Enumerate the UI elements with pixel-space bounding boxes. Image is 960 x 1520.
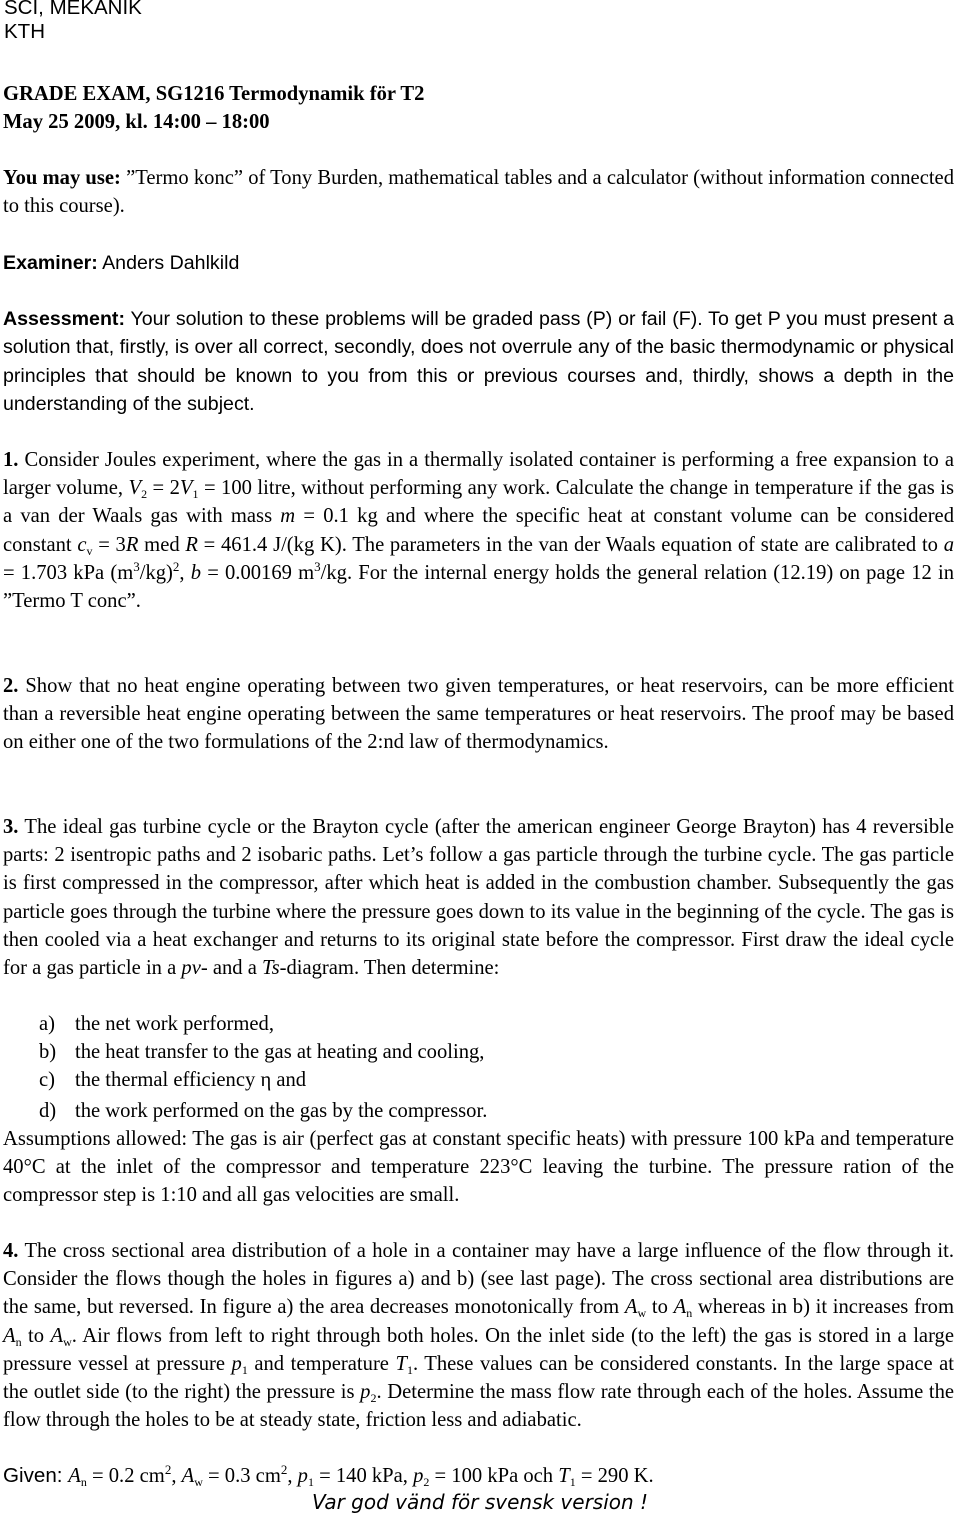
problem-1-text: = 100 litre, without performing any work. Calculate the change in temperature if the gas is a van der Waals gas with mass (3, 477, 954, 528)
list-item (3, 1066, 954, 1094)
problem-4-given (3, 1462, 954, 1490)
problem-1-text: = 0.1 kg and where the specific heat at constant volume can be considered constant (3, 505, 954, 556)
problem-1 (3, 446, 954, 615)
problem-3-text: The ideal gas turbine cycle or the Brayton cycle (after the american engineer George Brayton) has 4 reversible parts: 2 isentropic paths and 2 isobaric paths. Let’s follow a gas particle through the turbine cycle. The gas particle is first compressed in the compressor, after which heat is added in the combustion chamber. Subsequently the gas particle goes through the turbine where the pressure goes down to its value in the beginning of the cycle. The gas is then cooled via a heat exchanger and returns to its original state before the compressor. First draw the ideal cycle for a gas particle in a (3, 816, 954, 980)
problem-1-text: med (138, 533, 186, 556)
sub-1: 1 (241, 1362, 248, 1377)
assessment-paragraph (3, 305, 954, 419)
var-p: p (231, 1352, 242, 1375)
given-text: , (287, 1465, 298, 1487)
list-marker: c) (39, 1069, 55, 1092)
list-item-text: the work performed on the gas by the compressor. (75, 1099, 488, 1122)
problem-1-text: /kg) (139, 561, 173, 584)
var-T: T (558, 1465, 570, 1487)
sub-w: w (63, 1334, 72, 1349)
problem-1-text: = 1.703 kPa (m (3, 561, 134, 584)
sup-2: 2 (164, 1462, 172, 1477)
var-c: c (77, 533, 87, 556)
sub-v: v (86, 543, 93, 558)
list-item-text: the net work performed, (75, 1013, 274, 1035)
sub-1: 1 (307, 1475, 314, 1489)
given-text: = 100 kPa och (429, 1465, 559, 1487)
list-marker: a) (39, 1013, 55, 1035)
university-name: KTH (4, 20, 45, 43)
allowed-aids (3, 164, 954, 220)
assessment-details: To get P you must present a solution that, firstly, is over all correct, secondly, does not overrule any of the basic thermodynamic or physical principles that should be known to you from this or previous courses and, thirdly, shows a depth in the understanding of the subject. (3, 308, 954, 416)
problem-1-text: = 2 (147, 477, 180, 500)
list-item-text: the thermal efficiency η and (75, 1069, 307, 1092)
var-m: m (280, 505, 296, 528)
problem-4-text: and temperature (247, 1352, 396, 1375)
examiner-name: Anders Dahlkild (97, 252, 240, 274)
var-R: R (125, 533, 139, 556)
problem-3-text: -diagram. Then determine: (279, 957, 500, 980)
var-R: R (185, 533, 198, 556)
var-b: b (190, 561, 202, 584)
sub-2: 2 (141, 487, 148, 502)
assessment-label: Assessment: (3, 308, 125, 330)
var-Ts: Ts (262, 957, 280, 980)
given-text: = 290 K. (575, 1465, 654, 1487)
problem-1-text: Consider Joules experiment, where the gas in a thermally isolated container is performing a free expansion to a larger volume, (3, 449, 954, 500)
var-p: p (360, 1381, 371, 1404)
var-T: T (395, 1352, 407, 1375)
problem-4-text: . Determine the mass flow rate through each of the holes. Assume the flow through the holes to be at steady state, friction less and adiabatic. (3, 1381, 955, 1432)
problem-2-text: Show that no heat engine operating between two given temperatures, or heat reservoirs, can be more efficient than a reversible heat engine operating between the same temperatures or heat reservoirs. The proof may be based on either one of the two formulations of the 2:nd law of thermodynamics. (3, 675, 954, 754)
var-A: A (68, 1465, 81, 1487)
problem-1-number: 1. (3, 449, 19, 471)
list-item-text: the heat transfer to the gas at heating and cooling, (75, 1041, 485, 1064)
problem-2 (3, 672, 954, 757)
problem-1-text: = 3 (92, 533, 126, 556)
examiner-label: Examiner: (3, 252, 98, 274)
sub-1: 1 (406, 1362, 413, 1377)
problem-4-text: . These values can be considered constants. In the large space at the outlet side (to the right) the pressure is (3, 1352, 954, 1404)
problem-1-text: = 461.4 J/(kg K). The parameters in the van der Waals equation of state are calibrated to (197, 533, 944, 556)
var-V: V (179, 477, 193, 500)
given-text: = 140 kPa, (313, 1465, 414, 1487)
var-a: a (943, 533, 954, 556)
var-A: A (673, 1296, 687, 1319)
allowed-aids-label: You may use: (3, 167, 121, 189)
problem-4-text: to (21, 1324, 51, 1347)
list-marker: b) (39, 1041, 57, 1064)
given-text: , (171, 1465, 182, 1487)
page-footer-note: Var god vänd för svensk version ! (311, 1490, 649, 1514)
sub-n: n (80, 1475, 87, 1489)
sup-2: 2 (280, 1462, 288, 1477)
exam-heading (3, 80, 954, 136)
sub-2: 2 (423, 1475, 430, 1489)
sup-3: 3 (314, 558, 321, 574)
problem-3 (3, 813, 954, 982)
problem-3-assumptions: Assumptions allowed: The gas is air (perfect gas at constant specific heats) with pressure 100 kPa and temperature 40°C at the inlet of the compressor and temperature 223°C leaving the turbine. The pressure ration of the compressor step is 1:10 and all gas velocities are small. (3, 1128, 954, 1207)
problem-4-number: 4. (3, 1240, 19, 1262)
problem-3-number: 3. (3, 816, 19, 838)
examiner-line (3, 249, 954, 277)
institution-header (4, 0, 142, 44)
var-pv: pv (181, 957, 201, 980)
var-V: V (128, 477, 142, 500)
problem-4 (3, 1237, 954, 1434)
problem-4-text: The cross sectional area distribution of a hole in a container may have a large influence of the flow through it. Consider the flows though the holes in figures a) and b) (see last page). The cross sectional area distributions are the same, but reversed. In figure a) the area decreases monotonically from (3, 1240, 954, 1319)
list-item (3, 1010, 954, 1038)
sub-1: 1 (192, 487, 199, 502)
var-p: p (413, 1465, 424, 1487)
exam-title: GRADE EXAM, SG1216 Termodynamik för T2 (3, 83, 425, 105)
given-text: = 0.2 cm (86, 1465, 165, 1487)
sub-n: n (15, 1334, 22, 1349)
sub-w: w (194, 1475, 203, 1489)
problem-4-text: whereas in b) it increases from (692, 1296, 954, 1319)
sub-1: 1 (569, 1475, 576, 1489)
given-text: = 0.3 cm (202, 1465, 281, 1487)
sup-2: 2 (172, 558, 180, 574)
var-A: A (624, 1296, 638, 1319)
problem-1-text: = 0.00169 m (201, 561, 315, 584)
given-label: Given: (3, 1464, 69, 1487)
sub-n: n (686, 1306, 693, 1321)
var-A: A (50, 1324, 64, 1347)
exam-date: May 25 2009, kl. 14:00 – 18:00 (3, 111, 270, 134)
var-A: A (181, 1465, 195, 1487)
sup-3: 3 (133, 558, 140, 574)
list-marker: d) (39, 1099, 57, 1122)
problem-1-text: /kg. For the internal energy holds the general relation (12.19) on page 12 in ”Termo T conc”. (3, 561, 955, 613)
list-item (3, 1097, 954, 1125)
assessment-text: Your solution to these problems will be graded pass (P) or fail (F). (124, 308, 703, 330)
department-name: SCI, MEKANIK (4, 0, 142, 19)
list-item (3, 1038, 954, 1066)
var-A: A (3, 1324, 16, 1347)
problem-4-text: . Air flows from left to right through both holes. On the inlet side (to the left) the gas is stored in a large pressure vessel at pressure (3, 1324, 954, 1375)
problem-4-text: to (646, 1296, 674, 1319)
problem-1-text: , (179, 561, 191, 584)
var-p: p (297, 1465, 308, 1487)
problem-2-number: 2. (3, 675, 19, 697)
problem-3-tasks (3, 1010, 954, 1125)
problem-3-text: - and a (200, 957, 263, 980)
allowed-aids-text: ”Termo konc” of Tony Burden, mathematical tables and a calculator (without information connected to this course). (3, 167, 954, 218)
sub-w: w (637, 1306, 647, 1321)
sub-2: 2 (370, 1391, 377, 1406)
